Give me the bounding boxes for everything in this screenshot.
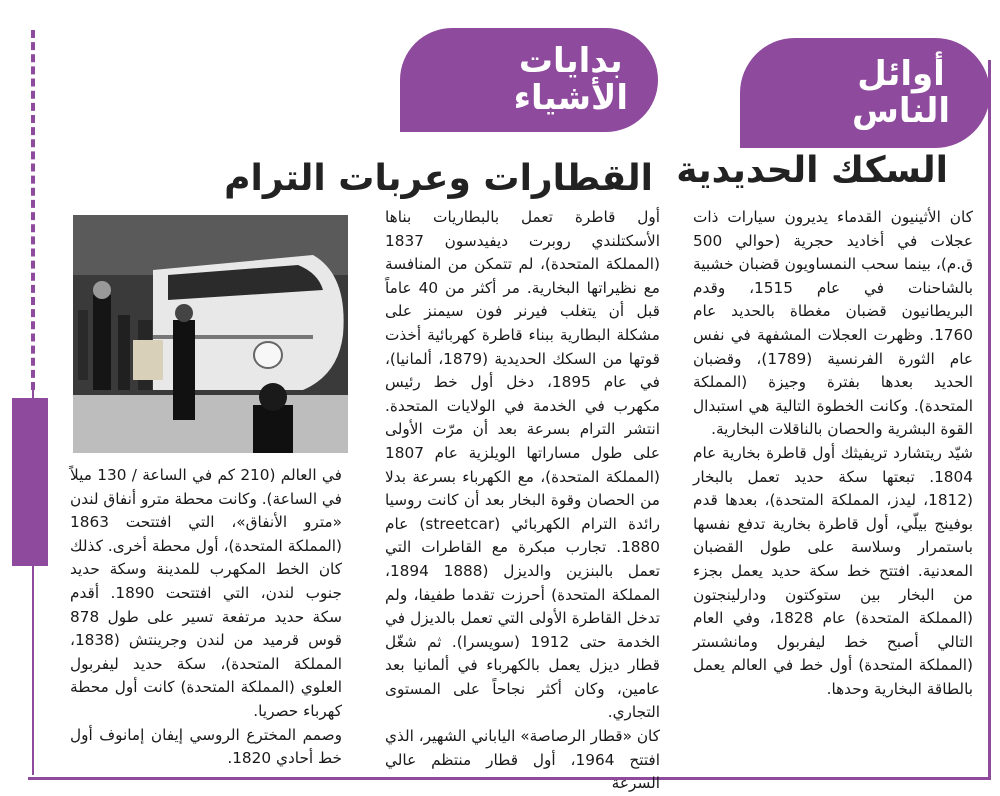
- railways-column: [693, 206, 973, 701]
- frame-right-border: [988, 60, 991, 780]
- paragraph: كان «قطار الرصاصة» الياباني الشهير، الذي افتتح 1964، أول قطار منتظم عالي السرعة: [385, 727, 660, 793]
- paragraph: وصمم المخترع الروسي إيفان إمانوف أول خط أحادي 1820.: [70, 725, 342, 768]
- paragraph: شيّد ريتشارد تريفيثك أول قاطرة بخارية عام 1804. تبعتها سكة حديد تعمل بالبخار (1812، ليدز، المملكة المتحدة)، بعدها قدم بوفينج بيلّي، أول قاطرة بخارية تدفع نفسها باستمرار وسلاسة على طول القضبان المعدنية. افتتح خط سكة حديد يعمل بجزء من البخار بين ستوكتون ودارلينجتون (المملكة المتحدة) عام 1828، وفي العام التالي أصبح خط ليفربول ومانشستر (المملكة المتحدة) أول خط في العالم يعمل بالطاقة البخارية وحدها.: [693, 443, 973, 698]
- paragraph: أول قاطرة تعمل بالبطاريات بناها الأسكتلندي روبرت ديفيدسون 1837 (المملكة المتحدة)، لم تتمكن من المنافسة مع نظيراتها البخارية. مر أكثر من 40 عاماً قبل أن يتغلب فيرنر فون سيمنز على مشكلة البطارية ببناء قاطرة كهربائية أخذت قوتها من السكك الحديدية (1879، ألمانيا)، في عام 1895، دخل أول خط رئيس مكهرب في الخدمة في الولايات المتحدة. انتشر الترام بسرعة بعد أن مرّت الأولى على طول مساراتها الويلزية عام 1807 (المملكة المتحدة)، مع الكهرباء بسرعة بدلا من الحصان وقوة البخار بعد أن كانت روسيا رائدة الترام الكهربائي (streetcar) عام 1880. تجارب مبكرة مع القاطرات التي تعمل بالبنزين والديزل (1888 1894، المملكة المتحدة) أحرزت تقدما طفيفا، ولم تدخل القاطرة الأولى التي تعمل بالديزل في الخدمة حتى 1912 (سويسرا). ثم شغّل قطار ديزل يعمل بالكهرباء في ألمانيا بعد عامين، وكان أكثر نجاحاً على المستوى التجاري.: [385, 208, 660, 722]
- badge-line: أوائل: [857, 53, 945, 94]
- decorative-side-block: [12, 398, 48, 566]
- bullet-train-photo: [73, 215, 348, 453]
- frame-left-dashed-border: [31, 30, 35, 390]
- article-title-trains-trams: القطارات وعربات الترام: [224, 158, 653, 199]
- trains-column-1: [385, 206, 660, 796]
- section-badge-beginnings: [400, 28, 658, 132]
- article-title-railways: السكك الحديدية: [676, 150, 948, 191]
- paragraph: في العالم (210 كم في الساعة / 130 ميلاً في الساعة). وكانت محطة مترو أنفاق لندن «مترو الأنفاق»، التي افتتحت 1863 (المملكة المتحدة)، أول محطة أخرى. كذلك كان الخط المكهرب للمدينة وسكة حديد جنوب لندن، التي افتتحت 1890. أقدم سكة حديد مرتفعة تسير على طول 878 قوس قرميد من لندن وجرينتش (1838، المملكة المتحدة)، سكة حديد ليفربول العلوي (المملكة المتحدة) كانت أول محطة كهرباء حصريا.: [70, 466, 342, 720]
- badge-line: الأشياء: [513, 78, 628, 118]
- badge-line: بدايات: [518, 40, 623, 81]
- paragraph: كان الأثينيون القدماء يديرون سيارات ذات عجلات في أخاديد حجرية (حوالي 500 ق.م)، بينما سحب النمساويون قضبان خشبية بالشاحنات في عام 1515، وقدم البريطانيون قضبان مغطاة بالحديد عام 1760. وظهرت العجلات المشفهة في نفس عام الثورة الفرنسية (1789)، وقضبان الحديد بعدها بفترة وجيزة (المملكة المتحدة). وكانت الخطوة التالية هي استبدال القوة البشرية والحصان بالناقلات البخارية.: [693, 208, 973, 439]
- section-badge-firsts: [740, 38, 990, 148]
- badge-line: الناس: [852, 91, 950, 131]
- trains-column-2: [70, 464, 342, 771]
